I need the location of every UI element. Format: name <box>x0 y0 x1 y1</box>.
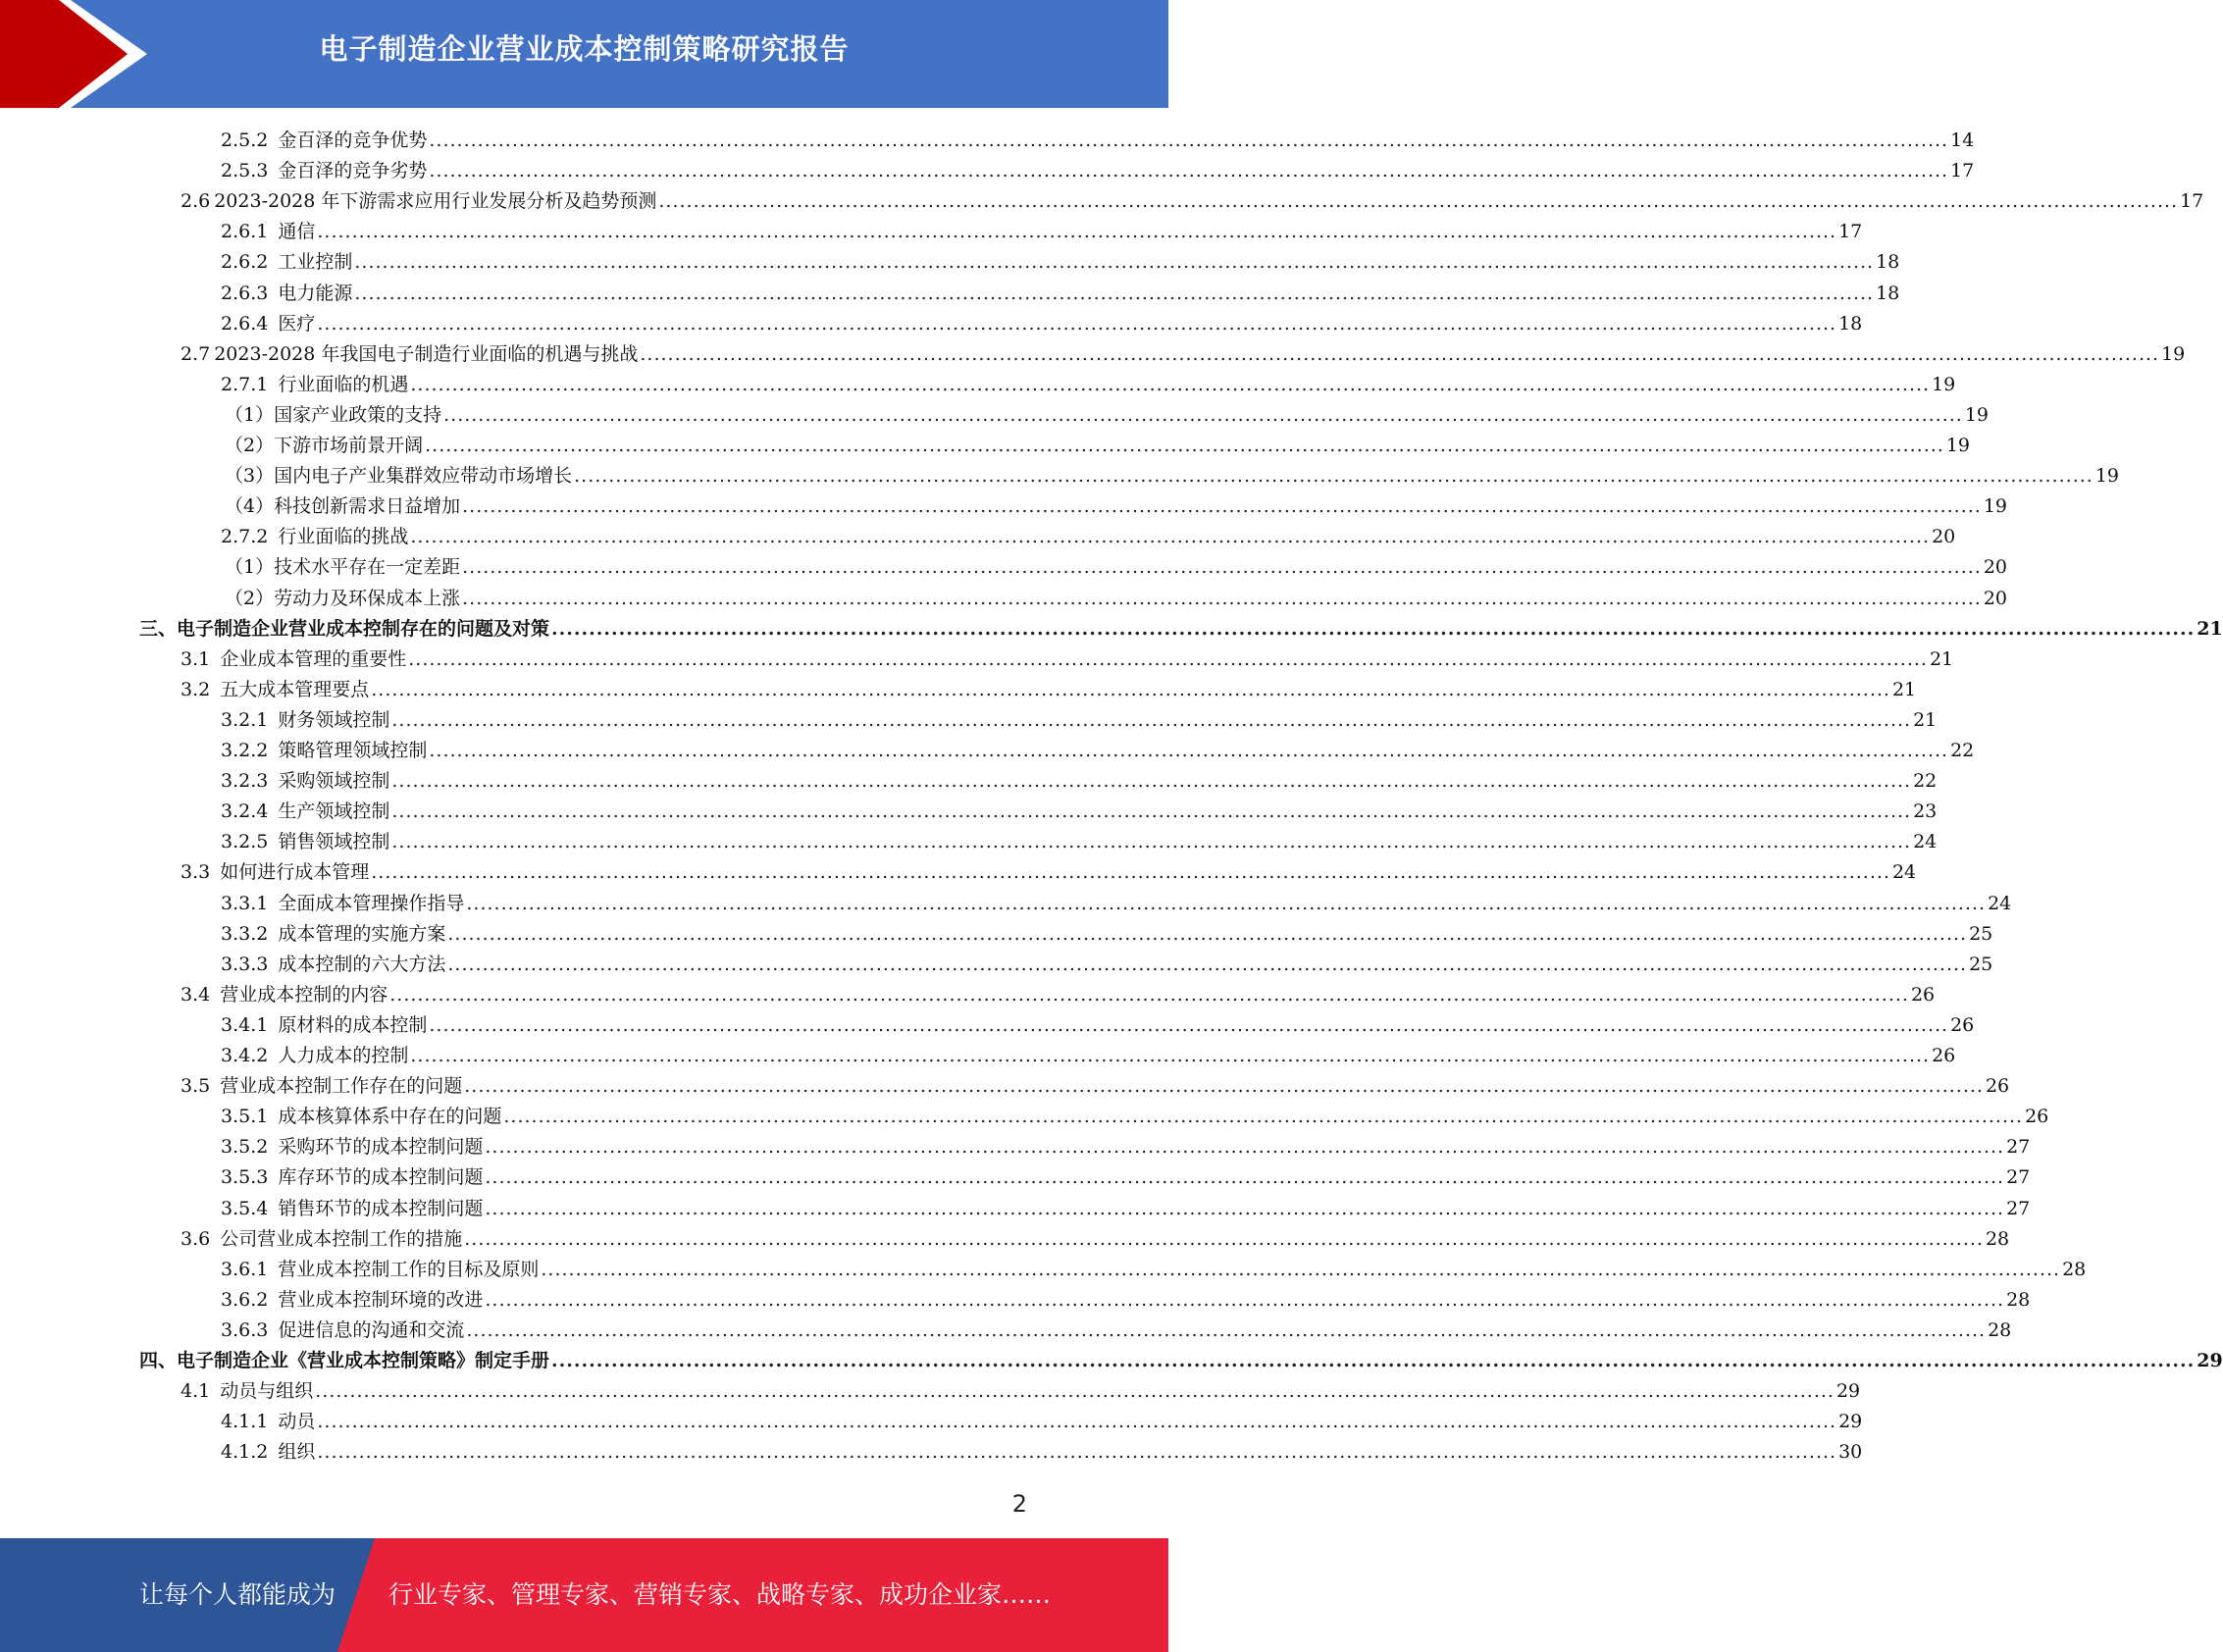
toc-entry-page: 20 <box>1983 588 2007 609</box>
toc-entry-label <box>221 126 427 156</box>
toc-entry-label <box>221 309 315 339</box>
toc-entry[interactable] <box>221 1316 2012 1346</box>
toc-dot-leader: ............................................................................................................................................................................................................................ <box>429 1014 1949 1036</box>
toc-entry-page: 20 <box>1932 526 1956 547</box>
toc-entry-label <box>225 400 441 431</box>
toc-entry-label <box>221 247 352 278</box>
toc-entry-label <box>139 614 549 645</box>
toc-entry-title: 国内电子产业集群效应带动市场增长 <box>274 465 573 487</box>
toc-entry-page: 18 <box>1838 313 1863 335</box>
toc-entry-number: 3.3.3 <box>221 954 269 975</box>
toc-entry-number: （1） <box>225 404 275 426</box>
toc-entry-number: 4.1.2 <box>221 1441 269 1463</box>
toc-entry[interactable] <box>225 431 1970 461</box>
toc-entry-number: 3.4.1 <box>221 1014 269 1036</box>
toc-entry-number: 3.4 <box>181 984 211 1006</box>
toc-entry[interactable] <box>221 217 1863 247</box>
toc-entry-page: 28 <box>2062 1259 2087 1280</box>
toc-entry[interactable] <box>181 980 1936 1010</box>
toc-dot-leader: ............................................................................................................................................................................................................................ <box>371 679 1890 700</box>
toc-dot-leader: ............................................................................................................................................................................................................................ <box>317 221 1837 242</box>
toc-entry-page: 19 <box>1932 374 1956 395</box>
toc-dot-leader: ............................................................................................................................................................................................................................ <box>551 618 2196 640</box>
toc-entry-page: 27 <box>2006 1166 2031 1188</box>
toc-entry-page: 22 <box>1950 740 1975 761</box>
toc-dot-leader: ............................................................................................................................................................................................................................ <box>429 740 1949 761</box>
toc-entry-label <box>221 1162 483 1193</box>
toc-entry-page: 21 <box>2197 618 2223 640</box>
toc-entry-label <box>221 1316 464 1346</box>
toc-entry-label <box>221 705 389 736</box>
toc-entry-title: 销售领域控制 <box>278 831 390 852</box>
toc-entry-number: 2.6.3 <box>221 283 269 304</box>
toc-entry[interactable] <box>221 1407 1863 1437</box>
toc-entry-title: 金百泽的竞争劣势 <box>278 160 428 181</box>
document-title: 电子制造企业营业成本控制策略研究报告 <box>319 32 850 66</box>
toc-entry[interactable] <box>221 1102 2049 1132</box>
toc-dot-leader: ............................................................................................................................................................................................................................ <box>485 1166 2005 1188</box>
toc-entry-number: 2.5.2 <box>221 129 269 151</box>
toc-entry[interactable] <box>221 950 1993 980</box>
toc-dot-leader: ............................................................................................................................................................................................................................ <box>317 1441 1837 1463</box>
toc-entry-page: 27 <box>2006 1198 2031 1219</box>
toc-entry-title: 库存环节的成本控制问题 <box>278 1166 484 1188</box>
page-number: 2 <box>1011 1490 1027 1518</box>
toc-entry-title: 动员 <box>278 1411 316 1432</box>
toc-entry-label <box>221 370 408 400</box>
toc-entry-label <box>225 461 572 491</box>
toc-entry-number: 3.6.3 <box>221 1319 269 1341</box>
toc-entry-number: 3.6 <box>181 1228 211 1250</box>
toc-entry-number: 3.5.2 <box>221 1136 269 1158</box>
toc-entry-title: 财务领域控制 <box>278 709 390 731</box>
toc-entry-number: 4.1.1 <box>221 1411 269 1432</box>
toc-dot-leader: ............................................................................................................................................................................................................................ <box>317 313 1837 335</box>
toc-entry-page: 21 <box>1929 648 1954 670</box>
toc-dot-leader: ............................................................................................................................................................................................................................ <box>425 435 1944 456</box>
toc-entry-title: 电子制造企业《营业成本控制策略》制定手册 <box>177 1350 550 1371</box>
toc-entry-label <box>221 919 445 950</box>
toc-entry-number: 4.1 <box>181 1380 211 1402</box>
toc-entry[interactable] <box>181 675 1917 705</box>
toc-entry-number: （2） <box>225 435 275 456</box>
toc-entry-title: 五大成本管理要点 <box>220 679 370 700</box>
toc-entry-page: 14 <box>1950 129 1975 151</box>
toc-entry-page: 17 <box>2180 190 2204 212</box>
toc-dot-leader: ............................................................................................................................................................................................................................ <box>464 1228 1984 1250</box>
toc-entry-page: 24 <box>1913 831 1938 852</box>
toc-entry-label <box>221 156 427 186</box>
toc-entry[interactable] <box>225 491 2007 522</box>
toc-dot-leader: ............................................................................................................................................................................................................................ <box>391 770 1912 792</box>
toc-entry-number: 2.7.1 <box>221 374 269 395</box>
toc-entry-page: 27 <box>2006 1136 2031 1158</box>
toc-entry-label <box>221 827 389 857</box>
toc-entry-page: 19 <box>2094 465 2119 487</box>
toc-entry-title: 行业面临的机遇 <box>278 374 409 395</box>
toc-entry-label <box>221 279 352 309</box>
toc-entry-page: 24 <box>1891 861 1917 883</box>
toc-entry-number: 2.5.3 <box>221 160 269 181</box>
toc-dot-leader: ............................................................................................................................................................................................................................ <box>485 1289 2005 1311</box>
toc-entry-label <box>221 522 408 552</box>
toc-dot-leader: ............................................................................................................................................................................................................................ <box>466 893 1987 914</box>
toc-entry[interactable] <box>221 370 1956 400</box>
toc-entry-number: 3.2.1 <box>221 709 269 731</box>
toc-entry[interactable] <box>221 1285 2031 1316</box>
toc-entry-page: 17 <box>1950 160 1975 181</box>
toc-entry-number: 三、 <box>139 618 178 640</box>
toc-entry-title: 2023-2028 年我国电子制造行业面临的机遇与挑战 <box>214 343 639 365</box>
toc-entry-title: 通信 <box>278 221 316 242</box>
toc-entry-page: 21 <box>1891 679 1917 700</box>
toc-entry-number: 2.7.2 <box>221 526 269 547</box>
toc-dot-leader: ............................................................................................................................................................................................................................ <box>391 831 1912 852</box>
toc-entry[interactable] <box>181 186 2204 217</box>
toc-entry[interactable] <box>181 1224 2010 1255</box>
toc-dot-leader: ............................................................................................................................................................................................................................ <box>315 1380 1835 1402</box>
toc-entry-title: 人力成本的控制 <box>278 1045 409 1066</box>
toc-entry[interactable] <box>221 766 1938 797</box>
toc-entry-label <box>181 339 638 370</box>
toc-entry-number: 2.6 <box>181 190 211 212</box>
toc-entry-number: 3.1 <box>181 648 211 670</box>
toc-entry-page: 17 <box>1838 221 1863 242</box>
toc-entry[interactable] <box>221 156 1975 186</box>
toc-entry-number: 3.3.2 <box>221 923 269 945</box>
toc-entry-page: 22 <box>1913 770 1938 792</box>
toc-entry-number: 3.6.2 <box>221 1289 269 1311</box>
toc-entry[interactable] <box>221 736 1975 766</box>
toc-dot-leader: ............................................................................................................................................................................................................................ <box>410 374 1931 395</box>
toc-entry[interactable] <box>221 797 1938 827</box>
toc-entry-page: 25 <box>1969 954 1993 975</box>
toc-entry-label <box>139 1346 549 1376</box>
toc-entry-title: 营业成本控制工作存在的问题 <box>220 1075 463 1097</box>
toc-entry[interactable] <box>221 1162 2031 1193</box>
toc-entry-page: 19 <box>2161 343 2186 365</box>
toc-entry[interactable] <box>225 584 2007 614</box>
toc-entry-number: 2.6.2 <box>221 251 269 273</box>
toc-entry-title: 原材料的成本控制 <box>278 1014 428 1036</box>
toc-entry-title: 组织 <box>278 1441 316 1463</box>
toc-entry-number: 2.7 <box>181 343 211 365</box>
toc-entry-number: 3.2.5 <box>221 831 269 852</box>
toc-dot-leader: ............................................................................................................................................................................................................................ <box>466 1319 1987 1341</box>
toc-entry-title: 电力能源 <box>278 283 353 304</box>
toc-dot-leader: ............................................................................................................................................................................................................................ <box>464 1075 1984 1097</box>
toc-entry-page: 25 <box>1969 923 1993 945</box>
toc-entry-title: 成本管理的实施方案 <box>278 923 446 945</box>
footer-slogan-right: 行业专家、管理专家、营销专家、战略专家、成功企业家…… <box>388 1580 1052 1609</box>
toc-entry[interactable] <box>139 1346 2223 1376</box>
toc-entry-title: 电子制造企业营业成本控制存在的问题及对策 <box>177 618 550 640</box>
toc-entry-page: 29 <box>1835 1380 1861 1402</box>
toc-entry-title: 如何进行成本管理 <box>220 861 370 883</box>
toc-entry-title: 金百泽的竞争优势 <box>278 129 428 151</box>
toc-entry-number: 3.6.1 <box>221 1259 269 1280</box>
toc-entry[interactable] <box>225 461 2119 491</box>
toc-entry-label <box>221 217 315 247</box>
toc-entry-label <box>221 1437 315 1468</box>
toc-entry-label <box>181 857 369 888</box>
toc-entry-page: 26 <box>1985 1075 2010 1097</box>
toc-entry-number: 四、 <box>139 1350 178 1371</box>
toc-entry[interactable] <box>225 552 2007 583</box>
toc-entry-label <box>225 491 460 522</box>
toc-entry-title: 国家产业政策的支持 <box>274 404 442 426</box>
toc-entry[interactable] <box>139 614 2223 645</box>
toc-entry[interactable] <box>221 1437 1863 1468</box>
toc-entry-page: 26 <box>1950 1014 1975 1036</box>
toc-entry-number: 3.5.1 <box>221 1106 269 1127</box>
toc-dot-leader: ............................................................................................................................................................................................................................ <box>410 526 1931 547</box>
toc-entry[interactable] <box>221 279 1900 309</box>
toc-entry-page: 28 <box>1985 1228 2010 1250</box>
toc-dot-leader: ............................................................................................................................................................................................................................ <box>462 495 1982 517</box>
toc-dot-leader: ............................................................................................................................................................................................................................ <box>658 190 2179 212</box>
toc-entry-page: 20 <box>1983 556 2007 578</box>
toc-entry-label <box>221 797 389 827</box>
toc-dot-leader: ............................................................................................................................................................................................................................ <box>391 800 1912 822</box>
toc-entry[interactable] <box>221 126 1975 156</box>
toc-entry-title: 成本核算体系中存在的问题 <box>278 1106 502 1127</box>
toc-entry[interactable] <box>221 1041 1956 1071</box>
toc-entry-number: 3.3.1 <box>221 893 269 914</box>
toc-entry-label <box>221 1194 483 1224</box>
toc-entry-page: 19 <box>1964 404 1989 426</box>
toc-entry-title: 医疗 <box>278 313 316 335</box>
toc-entry-page: 29 <box>1838 1411 1863 1432</box>
footer-slogan-left: 让每个人都能成为 <box>139 1580 336 1609</box>
toc-entry-page: 18 <box>1876 251 1900 273</box>
toc-entry[interactable] <box>181 339 2186 370</box>
page-header <box>0 0 1168 108</box>
toc-entry-title: 采购领域控制 <box>278 770 390 792</box>
toc-dot-leader: ............................................................................................................................................................................................................................ <box>354 283 1875 304</box>
toc-dot-leader: ............................................................................................................................................................................................................................ <box>429 160 1949 181</box>
toc-entry-label <box>181 1071 462 1102</box>
toc-dot-leader: ............................................................................................................................................................................................................................ <box>503 1106 2024 1127</box>
toc-dot-leader: ............................................................................................................................................................................................................................ <box>410 1045 1931 1066</box>
toc-entry-page: 19 <box>1983 495 2007 517</box>
toc-entry-number: 3.4.2 <box>221 1045 269 1066</box>
toc-entry-page: 26 <box>1910 984 1936 1006</box>
toc-entry-title: 企业成本管理的重要性 <box>220 648 407 670</box>
toc-entry[interactable] <box>181 645 1954 675</box>
toc-entry-title: 全面成本管理操作指导 <box>278 893 465 914</box>
toc-entry-title: 生产领域控制 <box>278 800 390 822</box>
toc-entry-label <box>221 950 445 980</box>
toc-entry-label <box>221 1102 501 1132</box>
toc-entry-label <box>221 1255 539 1285</box>
toc-entry-label <box>221 766 389 797</box>
toc-dot-leader: ............................................................................................................................................................................................................................ <box>447 923 1968 945</box>
toc-dot-leader: ............................................................................................................................................................................................................................ <box>541 1259 2061 1280</box>
toc-entry-number: （3） <box>225 465 275 487</box>
page-footer <box>0 1538 1168 1652</box>
toc-entry-label <box>221 889 464 919</box>
toc-dot-leader: ............................................................................................................................................................................................................................ <box>408 648 1928 670</box>
toc-dot-leader: ............................................................................................................................................................................................................................ <box>391 709 1912 731</box>
toc-entry[interactable] <box>221 247 1900 278</box>
toc-entry-label <box>221 1041 408 1071</box>
toc-entry-page: 18 <box>1876 283 1900 304</box>
toc-entry-label <box>225 584 460 614</box>
toc-entry-number: 3.2.4 <box>221 800 269 822</box>
toc-dot-leader: ............................................................................................................................................................................................................................ <box>485 1136 2005 1158</box>
toc-entry[interactable] <box>221 1132 2031 1162</box>
toc-entry-label <box>221 1285 483 1316</box>
toc-entry-label <box>181 1224 462 1255</box>
toc-entry-page: 29 <box>2197 1350 2223 1371</box>
toc-entry[interactable] <box>221 827 1938 857</box>
toc-entry-page: 23 <box>1913 800 1938 822</box>
toc-entry-title: 公司营业成本控制工作的措施 <box>220 1228 463 1250</box>
toc-entry-number: 3.2.2 <box>221 740 269 761</box>
toc-entry-label <box>225 552 460 583</box>
toc-entry-page: 26 <box>2025 1106 2049 1127</box>
toc-entry-number: 3.2 <box>181 679 211 700</box>
toc-dot-leader: ............................................................................................................................................................................................................................ <box>317 1411 1837 1432</box>
toc-entry-number: 2.6.1 <box>221 221 269 242</box>
toc-entry[interactable] <box>225 400 1989 431</box>
toc-entry[interactable] <box>221 522 1956 552</box>
toc-entry-title: 营业成本控制环境的改进 <box>278 1289 484 1311</box>
toc-entry-number: 3.3 <box>181 861 211 883</box>
toc-entry-title: 技术水平存在一定差距 <box>274 556 461 578</box>
toc-entry-label <box>221 736 427 766</box>
toc-entry-title: 动员与组织 <box>220 1380 314 1402</box>
toc-dot-leader: ............................................................................................................................................................................................................................ <box>389 984 1909 1006</box>
toc-entry-title: 劳动力及环保成本上涨 <box>274 588 461 609</box>
toc-entry-label <box>181 675 369 705</box>
toc-entry[interactable] <box>221 1194 2031 1224</box>
toc-entry-title: 行业面临的挑战 <box>278 526 409 547</box>
toc-entry-title: 2023-2028 年下游需求应用行业发展分析及趋势预测 <box>214 190 657 212</box>
toc-dot-leader: ............................................................................................................................................................................................................................ <box>371 861 1890 883</box>
toc-entry-page: 28 <box>1988 1319 2012 1341</box>
toc-entry-title: 促进信息的沟通和交流 <box>278 1319 465 1341</box>
toc-entry-number: 3.5.3 <box>221 1166 269 1188</box>
toc-entry-number: （1） <box>225 556 275 578</box>
toc-entry-number: 3.5 <box>181 1075 211 1097</box>
toc-entry-title: 营业成本控制的内容 <box>220 984 388 1006</box>
toc-entry-label <box>221 1407 315 1437</box>
toc-dot-leader: ............................................................................................................................................................................................................................ <box>462 588 1982 609</box>
toc-entry-label <box>221 1010 427 1041</box>
toc-entry[interactable] <box>221 705 1938 736</box>
toc-dot-leader: ............................................................................................................................................................................................................................ <box>485 1198 2005 1219</box>
toc-entry[interactable] <box>181 1071 2010 1102</box>
toc-entry-title: 成本控制的六大方法 <box>278 954 446 975</box>
toc-entry-title: 策略管理领域控制 <box>278 740 428 761</box>
toc-entry-number: 2.6.4 <box>221 313 269 335</box>
toc-entry[interactable] <box>221 919 1993 950</box>
toc-dot-leader: ............................................................................................................................................................................................................................ <box>551 1350 2196 1371</box>
toc-entry-label <box>221 1132 483 1162</box>
toc-entry-title: 科技创新需求日益增加 <box>274 495 461 517</box>
toc-entry-page: 21 <box>1913 709 1938 731</box>
toc-entry-page: 19 <box>1945 435 1970 456</box>
toc-entry[interactable] <box>181 1376 1861 1407</box>
toc-dot-leader: ............................................................................................................................................................................................................................ <box>354 251 1875 273</box>
toc-entry[interactable] <box>221 1010 1975 1041</box>
toc-entry-number: 3.5.4 <box>221 1198 269 1219</box>
toc-entry[interactable] <box>221 309 1863 339</box>
toc-entry-page: 26 <box>1932 1045 1956 1066</box>
toc-entry-number: （4） <box>225 495 275 517</box>
toc-entry-page: 24 <box>1988 893 2012 914</box>
toc-entry-number: （2） <box>225 588 275 609</box>
toc-entry-label <box>181 645 406 675</box>
toc-entry[interactable] <box>221 1255 2087 1285</box>
toc-entry-title: 采购环节的成本控制问题 <box>278 1136 484 1158</box>
toc-dot-leader: ............................................................................................................................................................................................................................ <box>429 129 1949 151</box>
toc-entry[interactable] <box>181 857 1917 888</box>
toc-entry-label <box>181 186 656 217</box>
toc-entry-title: 销售环节的成本控制问题 <box>278 1198 484 1219</box>
toc-entry-label <box>181 1376 313 1407</box>
toc-dot-leader: ............................................................................................................................................................................................................................ <box>574 465 2094 487</box>
toc-entry-label <box>181 980 388 1010</box>
toc-dot-leader: ............................................................................................................................................................................................................................ <box>443 404 1963 426</box>
toc-dot-leader: ............................................................................................................................................................................................................................ <box>640 343 2160 365</box>
toc-dot-leader: ............................................................................................................................................................................................................................ <box>447 954 1968 975</box>
toc-entry-label <box>225 431 423 461</box>
toc-dot-leader: ............................................................................................................................................................................................................................ <box>462 556 1982 578</box>
toc-entry-title: 下游市场前景开阔 <box>274 435 424 456</box>
toc-entry-title: 营业成本控制工作的目标及原则 <box>278 1259 540 1280</box>
toc-entry-page: 30 <box>1838 1441 1863 1463</box>
toc-entry-page: 28 <box>2006 1289 2031 1311</box>
toc-entry-number: 3.2.3 <box>221 770 269 792</box>
toc-entry-title: 工业控制 <box>278 251 353 273</box>
toc-entry[interactable] <box>221 889 2012 919</box>
